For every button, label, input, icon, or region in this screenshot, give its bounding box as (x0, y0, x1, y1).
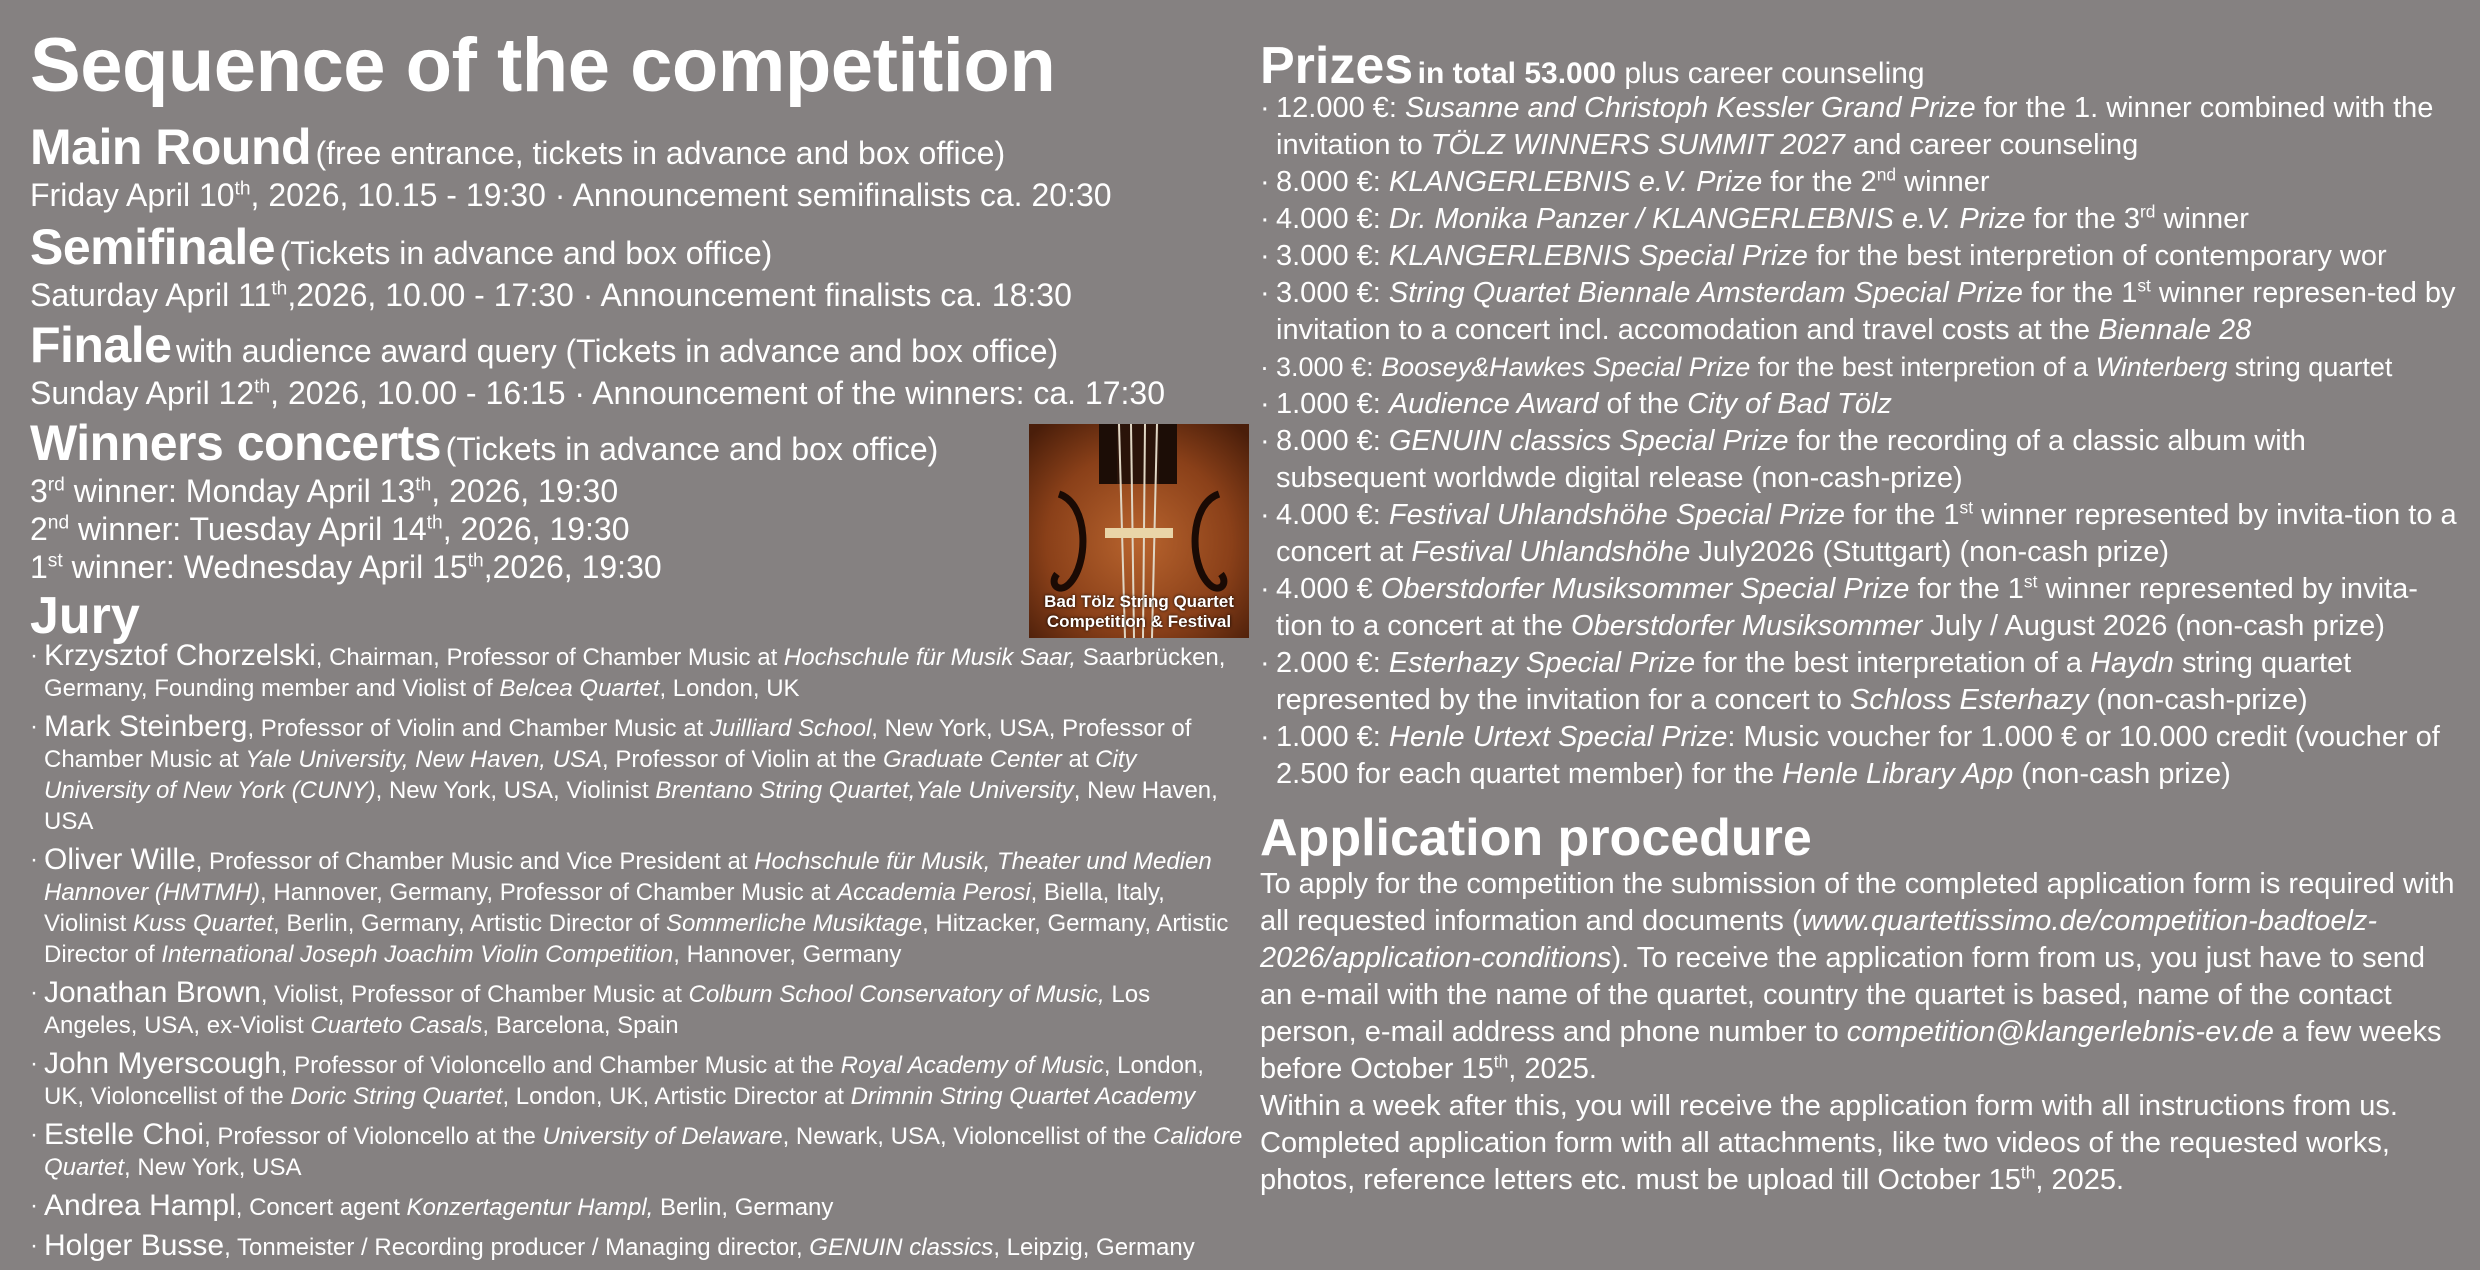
prize-item: · 2.000 €: Esterhazy Special Prize for the best interpretation of a Haydn string quartet represented by the invitation for a concert to Schloss Esterhazy (non-cash-prize) (1260, 645, 2460, 719)
application-conditions-link[interactable]: www.quartettissimo.de/competition-badtoelz-2026/application-conditions (1260, 905, 2378, 974)
semifinale-section (30, 218, 1072, 314)
jury-member: · Holger Busse, Tonmeister / Recording producer / Managing director, GENUIN classics, Leipzig, Germany (30, 1230, 1245, 1263)
semifinale-date: Saturday April 11th,2026, 10.00 - 17:30 · Announcement finalists ca. 18:30 (30, 277, 1072, 313)
jury-list (30, 640, 1245, 1270)
prize-item: · 3.000 €: KLANGERLEBNIS Special Prize for the best interpretion of contemporary wor (1260, 238, 2460, 275)
prize-item: · 8.000 €: GENUIN classics Special Prize for the recording of a classic album with subsequent worldwde digital release (non-cash-prize) (1260, 423, 2460, 497)
prize-item: · 4.000 € Oberstdorfer Musiksommer Special Prize for the 1st winner represented by invita-tion to a concert at the Oberstdorfer Musiksommer July / August 2026 (non-cash prize) (1260, 571, 2460, 645)
finale-heading: Finale (30, 317, 172, 373)
winners-concerts-heading: Winners concerts (30, 415, 442, 471)
prize-item: · 3.000 €: String Quartet Biennale Amsterdam Special Prize for the 1st winner represen-ted by invitation to a concert incl. accomodation and travel costs at the Biennale 28 (1260, 275, 2460, 349)
finale-date: Sunday April 12th, 2026, 10.00 - 16:15 · Announcement of the winners: ca. 17:30 (30, 375, 1165, 411)
cello-image (1029, 424, 1249, 638)
jury-member: · Estelle Choi, Professor of Violoncello at the University of Delaware, Newark, USA, Violoncellist of the Calidore Quartet, New York, USA (30, 1119, 1245, 1183)
prize-item: · 4.000 €: Dr. Monika Panzer / KLANGERLEBNIS e.V. Prize for the 3rd winner (1260, 201, 2460, 238)
jury-member: · Krzysztof Chorzelski, Chairman, Professor of Chamber Music at Hochschule für Musik Saar, Saarbrücken, Germany, Founding member and Violist of Belcea Quartet, London, UK (30, 640, 1245, 704)
prize-item: · 12.000 €: Susanne and Christoph Kessler Grand Prize for the 1. winner combined with the invitation to TÖLZ WINNERS SUMMIT 2027 and career counseling (1260, 90, 2460, 164)
prize-item: · 3.000 €: Boosey&Hawkes Special Prize for the best interpretion of a Winterberg string quartet (1260, 349, 2460, 386)
prize-item: · 1.000 €: Henle Urtext Special Prize: Music voucher for 1.000 € or 10.000 credit (voucher of 2.500 for each quartet member) for the Henle Library App (non-cash prize) (1260, 719, 2460, 793)
main-round-section (30, 118, 1112, 214)
cello-caption: Bad Tölz String Quartet Competition & Festival (1044, 592, 1234, 631)
prizes-list (1260, 90, 2460, 793)
winners-concerts-section (30, 414, 938, 586)
prize-item: · 1.000 €: Audience Award of the City of Bad Tölz (1260, 386, 2460, 423)
main-round-date: Friday April 10th, 2026, 10.15 - 19:30 · Announcement semifinalists ca. 20:30 (30, 177, 1112, 213)
page-title: Sequence of the competition (30, 23, 1056, 108)
prizes-subtitle: plus career counseling (1616, 57, 1925, 90)
application-text: To apply for the competition the submission of the completed application form is required with all requested information and documents (www.quartettissimo.de/competition-badtoelz-2026/application-conditions). To receive the application form from us, you just have to send an e-mail with the name of the quartet, country the quartet is based, name of the contact person, e-mail address and phone number to competition@klangerlebnis-ev.de a few weeks before October 15th, 2025. Within a week after this, you will receive the application form with all instructions from us. Completed application form with all attachments, like two videos of the requested works, photos, reference letters etc. must be upload till October 15th, 2025. (1260, 868, 2455, 1196)
jury-member: · Oliver Wille, Professor of Chamber Music and Vice President at Hochschule für Musik, Theater und Medien Hannover (HMTMH), Hannover, Germany, Professor of Chamber Music at Accademia Perosi, Biella, Italy, Violinist Kuss Quartet, Berlin, Germany, Artistic Director of Sommerliche Musiktage, Hitzacker, Germany, Artistic Director of International Joseph Joachim Violin Competition, Hannover, Germany (30, 844, 1245, 970)
jury-member: · Jonathan Brown, Violist, Professor of Chamber Music at Colburn School Conservatory of Music, Los Angeles, USA, ex-Violist Cuarteto Casals, Barcelona, Spain (30, 977, 1245, 1041)
semifinale-heading: Semifinale (30, 219, 276, 275)
main-round-heading: Main Round (30, 119, 312, 175)
finale-section (30, 316, 1165, 412)
winners-concert-3rd: 3rd winner: Monday April 13th, 2026, 19:30 (30, 473, 619, 509)
main-round-note: (free entrance, tickets in advance and box office) (315, 135, 1006, 171)
jury-member: · John Myerscough, Professor of Violoncello and Chamber Music at the Royal Academy of Music, London, UK, Violoncellist of the Doric String Quartet, London, UK, Artistic Director at Drimnin String Quartet Academy (30, 1048, 1245, 1112)
semifinale-note: (Tickets in advance and box office) (279, 235, 773, 271)
winners-concert-2nd: 2nd winner: Tuesday April 14th, 2026, 19:30 (30, 511, 630, 547)
jury-member: · Mark Steinberg, Professor of Violin and Chamber Music at Juilliard School, New York, USA, Professor of Chamber Music at Yale University, New Haven, USA, Professor of Violin at the Graduate Center at City University of New York (CUNY), New York, USA, Violinist Brentano String Quartet,Yale University, New Haven, USA (30, 711, 1245, 837)
prizes-heading: Prizes (1260, 37, 1414, 95)
winners-concert-1st: 1st winner: Wednesday April 15th,2026, 19:30 (30, 549, 662, 585)
prize-item: · 8.000 €: KLANGERLEBNIS e.V. Prize for the 2nd winner (1260, 164, 2460, 201)
prize-item: · 4.000 €: Festival Uhlandshöhe Special Prize for the 1st winner represented by invita-tion to a concert at Festival Uhlandshöhe July2026 (Stuttgart) (non-cash prize) (1260, 497, 2460, 571)
prizes-total: in total 53.000 (1417, 57, 1617, 90)
jury-member: · Andrea Hampl, Concert agent Konzertagentur Hampl, Berlin, Germany (30, 1190, 1245, 1223)
winners-concerts-note: (Tickets in advance and box office) (445, 431, 939, 467)
application-email-link[interactable]: competition@klangerlebnis-ev.de (1846, 1016, 2274, 1048)
prizes-header (1260, 36, 1925, 96)
jury-heading: Jury (30, 587, 140, 645)
application-heading: Application procedure (1260, 809, 1812, 867)
finale-note: with audience award query (Tickets in advance and box office) (175, 333, 1059, 369)
